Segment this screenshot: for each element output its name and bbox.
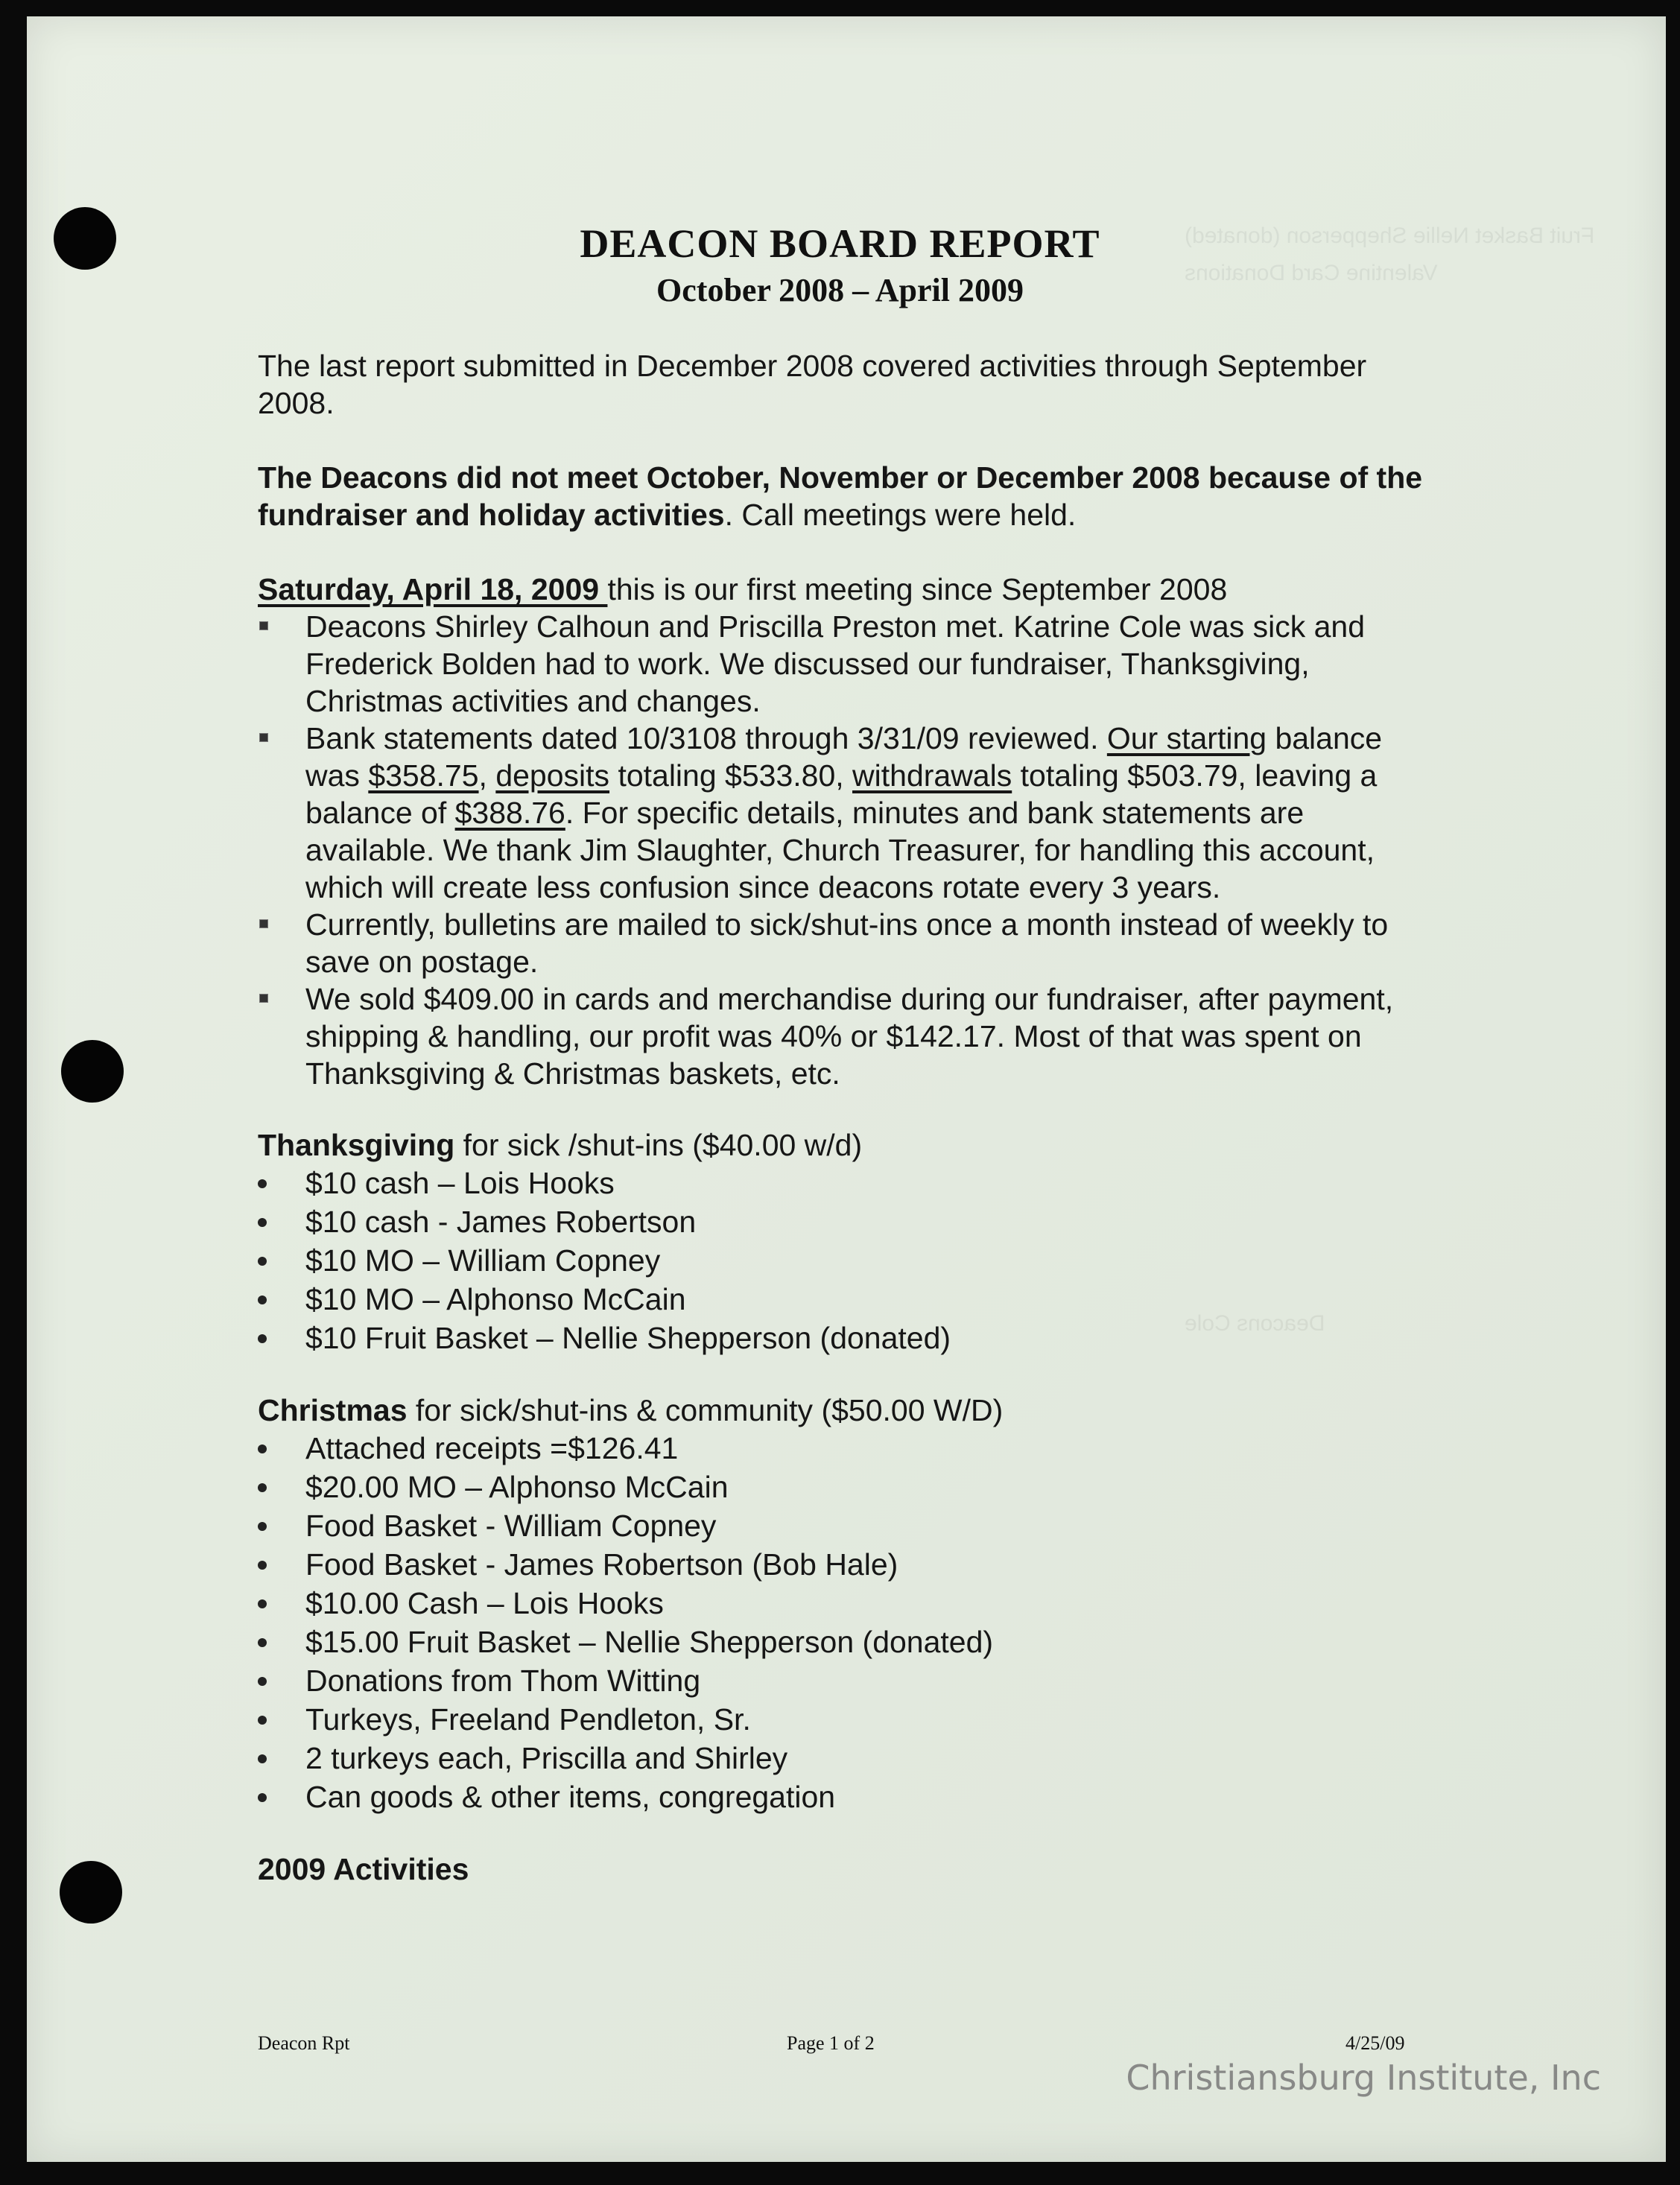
meeting-date: Saturday, April 18, 2009 xyxy=(258,572,608,606)
footer-page-number: Page 1 of 2 xyxy=(787,2032,875,2054)
bank-underline: Our starting xyxy=(1106,721,1267,755)
list-item: $10 MO – Alphonso McCain xyxy=(258,1280,1435,1319)
christmas-rest: for sick/shut-ins & community ($50.00 W/D) xyxy=(407,1393,1004,1427)
christmas-label: Christmas xyxy=(258,1393,408,1427)
meeting-bullet: Deacons Shirley Calhoun and Priscilla Preston met. Katrine Cole was sick and Frederick Bolden had to work. We discussed our fundraiser, Thanksgiving, Christmas activities and changes. xyxy=(258,608,1435,720)
notice-bold: The Deacons did not meet October, November or December 2008 because of the fundraiser and holiday activities xyxy=(258,460,1423,532)
activities-heading: 2009 Activities xyxy=(258,1852,469,1886)
meeting-heading xyxy=(258,571,1435,608)
list-item: $10.00 Cash – Lois Hooks xyxy=(258,1584,1435,1623)
meeting-bullet-bank xyxy=(258,720,1435,906)
bleed-through-text: Valentine Card Donations xyxy=(1185,261,1438,285)
bleed-through-text: Deacons Cole xyxy=(1185,1311,1325,1336)
list-item: $10 cash - James Robertson xyxy=(258,1202,1435,1241)
list-item: $10 Fruit Basket – Nellie Shepperson (donated) xyxy=(258,1319,1435,1357)
ending-balance: $388.76 xyxy=(454,796,565,830)
list-item: $15.00 Fruit Basket – Nellie Shepperson (donated) xyxy=(258,1623,1435,1661)
list-item: $10 cash – Lois Hooks xyxy=(258,1164,1435,1202)
report-body xyxy=(258,347,1435,1888)
christmas-list xyxy=(258,1429,1435,1816)
report-title: DEACON BOARD REPORT xyxy=(580,221,1100,266)
list-item: Can goods & other items, congregation xyxy=(258,1778,1435,1816)
bank-text: , xyxy=(478,758,496,793)
meeting-bullet: We sold $409.00 in cards and merchandise during our fundraiser, after payment, shipping & handling, our profit was 40% or $142.17. Most of that was spent on Thanksgiving & Christmas baskets, etc. xyxy=(258,980,1435,1092)
list-item: Attached receipts =$126.41 xyxy=(258,1429,1435,1468)
withdrawals-label: withdrawals xyxy=(852,758,1012,793)
report-subtitle: October 2008 – April 2009 xyxy=(656,272,1024,308)
meeting-bullets xyxy=(258,608,1435,1092)
bank-text: Bank statements dated 10/3108 through 3/31/09 reviewed. xyxy=(305,721,1107,755)
footer-date: 4/25/09 xyxy=(1345,2032,1405,2054)
list-item: $20.00 MO – Alphonso McCain xyxy=(258,1468,1435,1506)
punch-hole-middle xyxy=(61,1040,124,1103)
thanksgiving-rest: for sick /shut-ins ($40.00 w/d) xyxy=(454,1128,863,1162)
deposits-label: deposits xyxy=(495,758,610,793)
bank-text: totaling $533.80, xyxy=(609,758,853,793)
bank-text: totaling $503.79, leaving a balance of xyxy=(305,758,1378,830)
meeting-bullet: Currently, bulletins are mailed to sick/shut-ins once a month instead of weekly to save on postage. xyxy=(258,906,1435,980)
punch-hole-bottom xyxy=(60,1861,122,1924)
thanksgiving-list xyxy=(258,1164,1435,1357)
list-item: $10 MO – William Copney xyxy=(258,1241,1435,1280)
bank-text: . For specific details, minutes and bank statements are available. We thank Jim Slaughter, Church Treasurer, for handling this account, which will create less confusion since deacons rotate every 3 years. xyxy=(305,796,1375,904)
watermark: Christiansburg Institute, Inc xyxy=(1126,2058,1601,2098)
meeting-heading-rest: this is our first meeting since September 2008 xyxy=(607,572,1228,606)
starting-balance: $358.75 xyxy=(368,758,479,793)
intro-paragraph: The last report submitted in December 2008 covered activities through September 2008. xyxy=(258,349,1367,420)
notice-paragraph xyxy=(258,459,1435,533)
thanksgiving-heading xyxy=(258,1126,1435,1164)
notice-rest: . Call meetings were held. xyxy=(724,498,1077,532)
list-item: Donations from Thom Witting xyxy=(258,1661,1435,1700)
footer-left: Deacon Rpt xyxy=(258,2032,350,2054)
christmas-heading xyxy=(258,1392,1435,1429)
thanksgiving-label: Thanksgiving xyxy=(258,1128,455,1162)
list-item: Turkeys, Freeland Pendleton, Sr. xyxy=(258,1700,1435,1739)
list-item: Food Basket - William Copney xyxy=(258,1506,1435,1545)
list-item: Food Basket - James Robertson (Bob Hale) xyxy=(258,1545,1435,1584)
bleed-through-text: Fruit Basket Nellie Shepperson (donated) xyxy=(1185,223,1595,248)
bank-text: balance was xyxy=(305,721,1383,793)
list-item: 2 turkeys each, Priscilla and Shirley xyxy=(258,1739,1435,1778)
